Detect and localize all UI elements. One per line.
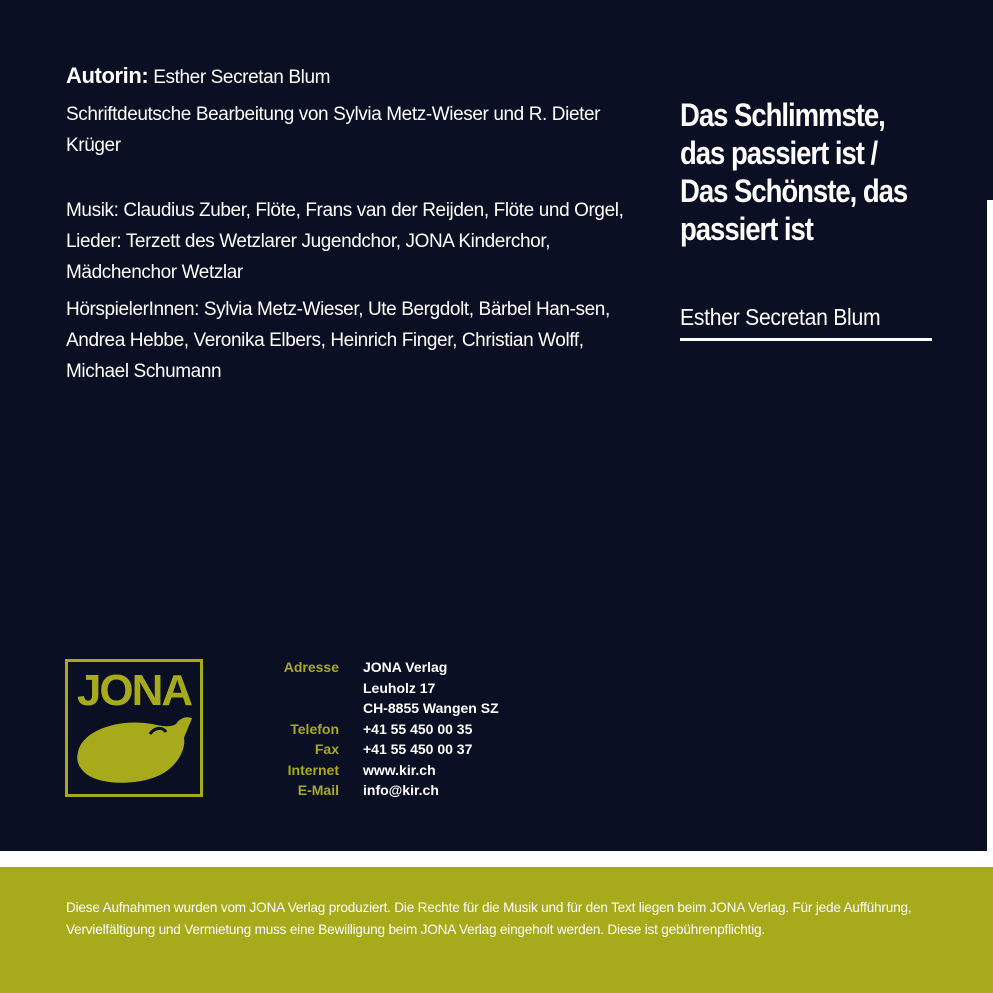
contact-row xyxy=(270,698,499,719)
contact-row xyxy=(270,719,499,740)
phone-label: Telefon xyxy=(290,720,339,737)
contact-row xyxy=(270,739,499,760)
email-value: info@kir.ch xyxy=(363,782,439,798)
title-underline xyxy=(680,338,932,341)
title-author: Esther Secretan Blum xyxy=(680,304,881,330)
address-line-2: Leuholz 17 xyxy=(363,679,436,696)
title-line-4: passiert ist xyxy=(680,211,813,247)
contact-row xyxy=(270,780,499,801)
fax-value: +41 55 450 00 37 xyxy=(363,741,473,757)
whale-icon xyxy=(74,706,196,792)
contact-row xyxy=(270,678,499,699)
rights-notice: Diese Aufnahmen wurden vom JONA Verlag produziert. Die Rechte für die Musik und für den Text liegen beim JONA Verlag. Für jede Aufführung, Vervielfältigung und Vermietung muss eine Bewilligung beim JONA Verlag eingeholt werden. Diese ist gebührenpflichtig. xyxy=(66,900,912,937)
internet-value: www.kir.ch xyxy=(363,761,436,778)
fax-label: Fax xyxy=(314,741,339,757)
album-title xyxy=(680,96,921,248)
address-label: Adresse xyxy=(283,659,339,675)
address-label-2 xyxy=(270,678,363,699)
jona-logo xyxy=(65,659,203,797)
title-line-2: das passiert ist / xyxy=(680,135,878,171)
address-label-3 xyxy=(270,698,363,719)
music-credit: Musik: Claudius Zuber, Flöte, Frans van der Reijden, Flöte und Orgel, Lieder: Terzett des Wetzlarer Jugendchor, JONA Kinderchor, Mädchenchor Wetzlar xyxy=(66,200,624,283)
author-line xyxy=(66,60,646,93)
author-label: Autorin: xyxy=(66,63,149,88)
email-label: E-Mail xyxy=(297,782,339,798)
contact-row xyxy=(270,657,499,678)
logo-text: JONA xyxy=(76,666,192,715)
internet-label: Internet xyxy=(287,761,339,778)
address-line-1: JONA Verlag xyxy=(363,659,448,675)
speakers-credit: HörspielerInnen: Sylvia Metz-Wieser, Ute Bergdolt, Bärbel Han-sen, Andrea Hebbe, Veronika Elbers, Heinrich Finger, Christian Wolff, Michael Schumann xyxy=(66,299,610,382)
edge-stripe-top xyxy=(987,0,993,200)
author-name: Esther Secretan Blum xyxy=(153,67,331,88)
title-line-1: Das Schlimmste, xyxy=(680,97,885,133)
contact-block xyxy=(270,657,499,801)
address-line-3: CH-8855 Wangen SZ xyxy=(363,700,499,716)
credits-block xyxy=(66,60,646,387)
contact-row xyxy=(270,760,499,781)
adaptation-credit: Schriftdeutsche Bearbeitung von Sylvia Metz-Wieser und R. Dieter Krüger xyxy=(66,104,601,156)
phone-value: +41 55 450 00 35 xyxy=(363,720,473,737)
title-line-3: Das Schönste, das xyxy=(680,173,908,209)
